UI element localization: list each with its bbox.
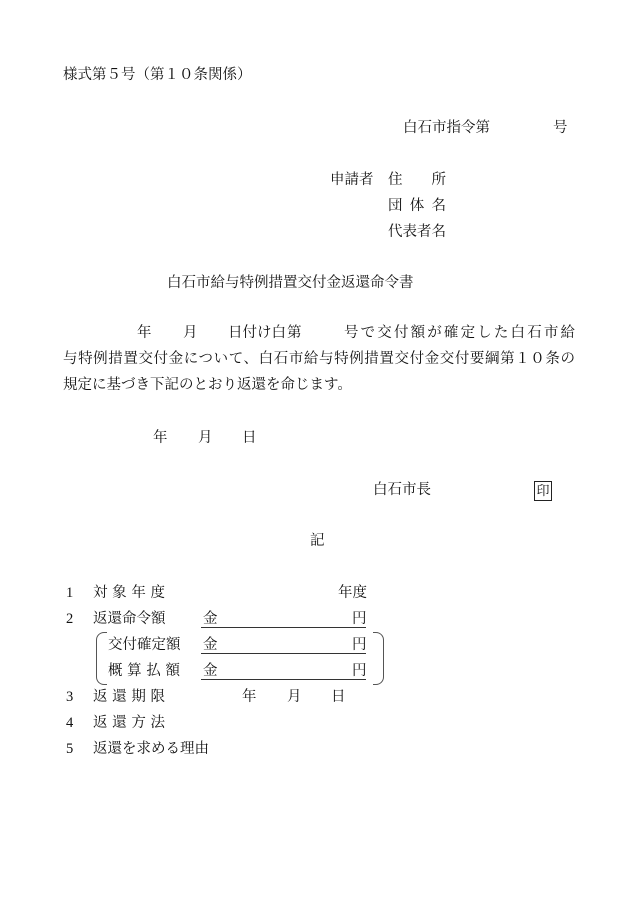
item-label-target-year: 対 象 年 度	[93, 585, 165, 601]
body-year: 年	[137, 325, 152, 341]
seal-box: 印	[534, 481, 552, 501]
item-label-return-deadline: 返 還 期 限	[93, 689, 165, 705]
breakdown-bracket-left	[96, 632, 107, 685]
issuer-name: 白石市長	[373, 482, 431, 498]
item-target-year-suffix: 年度	[338, 585, 367, 601]
return-amount-suffix: 円	[352, 611, 367, 627]
issue-month: 月	[198, 430, 213, 446]
body-number-prefix: 第	[287, 325, 302, 341]
return-amount-underline	[201, 627, 366, 628]
applicant-label: 申請者	[330, 172, 374, 188]
representative-label: 代表者名	[388, 224, 446, 240]
body-line2: 与特例措置交付金について、白石市給与特例措置交付金交付要綱第１０条の	[63, 351, 575, 367]
issue-year: 年	[153, 430, 168, 446]
return-amount-prefix: 金	[203, 611, 218, 627]
advance-payment-suffix: 円	[352, 663, 367, 679]
item-number: 2	[66, 611, 74, 627]
body-line1-rest: 号で交付額が確定した白石市給	[344, 325, 575, 341]
document-title: 白石市給与特例措置交付金返還命令書	[167, 275, 414, 291]
breakdown-label-advance-payment: 概 算 払 額	[108, 663, 180, 679]
ki-heading: 記	[310, 533, 325, 549]
directive-prefix: 白石市指令第	[403, 120, 490, 136]
directive-suffix: 号	[553, 120, 568, 136]
item-number: 1	[66, 585, 74, 601]
confirmed-amount-prefix: 金	[203, 637, 218, 653]
deadline-day: 日	[331, 689, 346, 705]
group-name-label: 団 体 名	[388, 198, 446, 214]
breakdown-label-confirmed-amount: 交付確定額	[108, 637, 181, 653]
item-number: 4	[66, 715, 74, 731]
deadline-year: 年	[242, 689, 257, 705]
form-number: 様式第５号（第１０条関係）	[63, 67, 252, 83]
body-day-ref: 日付け白	[228, 325, 286, 341]
confirmed-amount-underline	[201, 653, 366, 654]
issue-day: 日	[242, 430, 257, 446]
item-label-return-amount: 返還命令額	[93, 611, 166, 627]
advance-payment-underline	[201, 679, 366, 680]
item-number: 5	[66, 741, 74, 757]
body-month: 月	[183, 325, 198, 341]
breakdown-bracket-right	[373, 632, 384, 685]
address-label: 住 所	[388, 172, 446, 188]
item-number: 3	[66, 689, 74, 705]
item-label-return-reason: 返還を求める理由	[93, 741, 209, 757]
body-line3: 規定に基づき下記のとおり返還を命じます。	[63, 377, 352, 393]
deadline-month: 月	[287, 689, 302, 705]
confirmed-amount-suffix: 円	[352, 637, 367, 653]
item-label-return-method: 返 還 方 法	[93, 715, 165, 731]
advance-payment-prefix: 金	[203, 663, 218, 679]
